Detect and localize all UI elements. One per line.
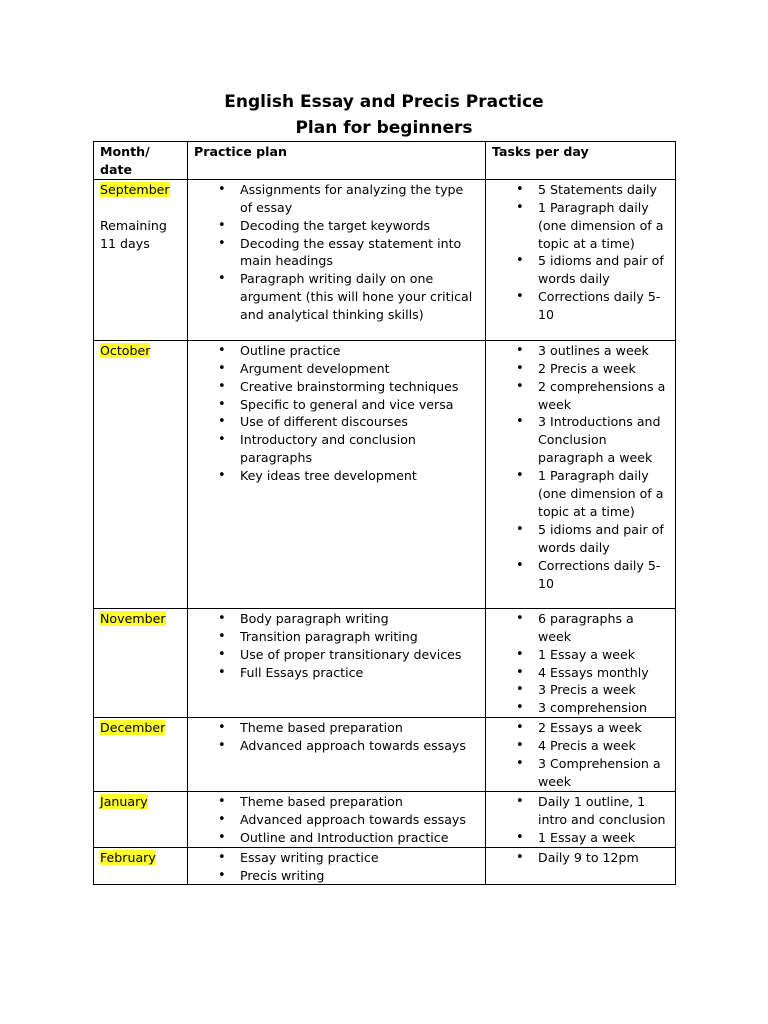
task-item: • Daily 9 to 12pm: [492, 849, 669, 867]
task-item: • 2 Essays a week: [492, 719, 669, 737]
plan-item: • Outline and Introduction practice: [194, 829, 479, 847]
task-item: • 1 Essay a week: [492, 646, 669, 664]
header-month: Month/ date: [94, 142, 188, 180]
month-cell: [94, 847, 188, 885]
month-label: January: [100, 793, 148, 809]
task-item: • 1 Essay a week: [492, 829, 669, 847]
tasks-cell: [486, 847, 676, 885]
plan-item: • Argument development: [194, 360, 479, 378]
month-cell: [94, 718, 188, 792]
plan-item: • Advanced approach towards essays: [194, 737, 479, 755]
month-label: September: [100, 181, 170, 197]
task-item: • 4 Essays monthly: [492, 664, 669, 682]
month-cell: [94, 791, 188, 847]
task-item: • 6 paragraphs a week: [492, 610, 669, 646]
task-item: • Daily 1 outline, 1 intro and conclusion: [492, 793, 669, 829]
month-label: December: [100, 720, 166, 736]
plan-item: • Introductory and conclusion paragraphs: [194, 431, 479, 467]
plan-item: • Body paragraph writing: [194, 610, 479, 628]
task-item: • 1 Paragraph daily (one dimension of a topic at a time): [492, 199, 669, 253]
plan-item: • Essay writing practice: [194, 849, 479, 867]
header-tasks: Tasks per day: [486, 142, 676, 180]
plan-item: • Advanced approach towards essays: [194, 811, 479, 829]
plan-item: • Key ideas tree development: [194, 467, 479, 485]
plan-item: • Full Essays practice: [194, 664, 479, 682]
table-row: [94, 179, 676, 340]
table-row: [94, 608, 676, 717]
plan-item: • Use of proper transitionary devices: [194, 646, 479, 664]
task-item: • 4 Precis a week: [492, 737, 669, 755]
document-title-line-2: Plan for beginners: [295, 118, 473, 138]
plan-item: • Theme based preparation: [194, 793, 479, 811]
plan-item: • Decoding the target keywords: [194, 217, 479, 235]
plan-item: • Precis writing: [194, 867, 479, 885]
tasks-cell: [486, 340, 676, 608]
plan-item: • Use of different discourses: [194, 413, 479, 431]
task-item: • 3 comprehension: [492, 699, 669, 717]
task-item: • 3 Comprehension a week: [492, 755, 669, 791]
task-item: • Corrections daily 5-10: [492, 557, 669, 593]
plan-cell: [188, 179, 486, 340]
tasks-cell: [486, 179, 676, 340]
table-header-row: [94, 142, 676, 180]
plan-item: • Decoding the essay statement into main headings: [194, 235, 479, 271]
plan-cell: [188, 340, 486, 608]
plan-cell: [188, 847, 486, 885]
plan-cell: [188, 608, 486, 717]
task-item: • 2 Precis a week: [492, 360, 669, 378]
plan-cell: [188, 718, 486, 792]
task-item: • 1 Paragraph daily (one dimension of a topic at a time): [492, 467, 669, 521]
month-cell: [94, 179, 188, 340]
tasks-cell: [486, 718, 676, 792]
plan-item: • Assignments for analyzing the type of essay: [194, 181, 479, 217]
task-item: • 5 idioms and pair of words daily: [492, 521, 669, 557]
task-item: • 2 comprehensions a week: [492, 378, 669, 414]
month-label: February: [100, 849, 156, 865]
task-item: • 3 Precis a week: [492, 681, 669, 699]
task-item: • 5 Statements daily: [492, 181, 669, 199]
month-cell: [94, 340, 188, 608]
plan-item: • Paragraph writing daily on one argument (this will hone your critical and analytical thinking skills): [194, 270, 479, 324]
table-row: [94, 718, 676, 792]
month-label: October: [100, 342, 151, 358]
tasks-cell: [486, 608, 676, 717]
plan-item: • Creative brainstorming techniques: [194, 378, 479, 396]
task-item: • 3 outlines a week: [492, 342, 669, 360]
task-item: • Corrections daily 5-10: [492, 288, 669, 324]
task-item: • 3 Introductions and Conclusion paragraph a week: [492, 413, 669, 467]
plan-item: • Outline practice: [194, 342, 479, 360]
plan-cell: [188, 791, 486, 847]
plan-item: • Transition paragraph writing: [194, 628, 479, 646]
month-cell: [94, 608, 188, 717]
document-title-line-1: English Essay and Precis Practice: [224, 92, 544, 112]
table-row: [94, 340, 676, 608]
table-row: [94, 847, 676, 885]
plan-item: • Theme based preparation: [194, 719, 479, 737]
tasks-cell: [486, 791, 676, 847]
month-label: November: [100, 610, 166, 626]
remaining-note: Remaining 11 days: [100, 217, 167, 251]
table-row: [94, 791, 676, 847]
plan-item: • Specific to general and vice versa: [194, 396, 479, 414]
header-plan: Practice plan: [188, 142, 486, 180]
task-item: • 5 idioms and pair of words daily: [492, 252, 669, 288]
practice-plan-table: [93, 141, 676, 885]
